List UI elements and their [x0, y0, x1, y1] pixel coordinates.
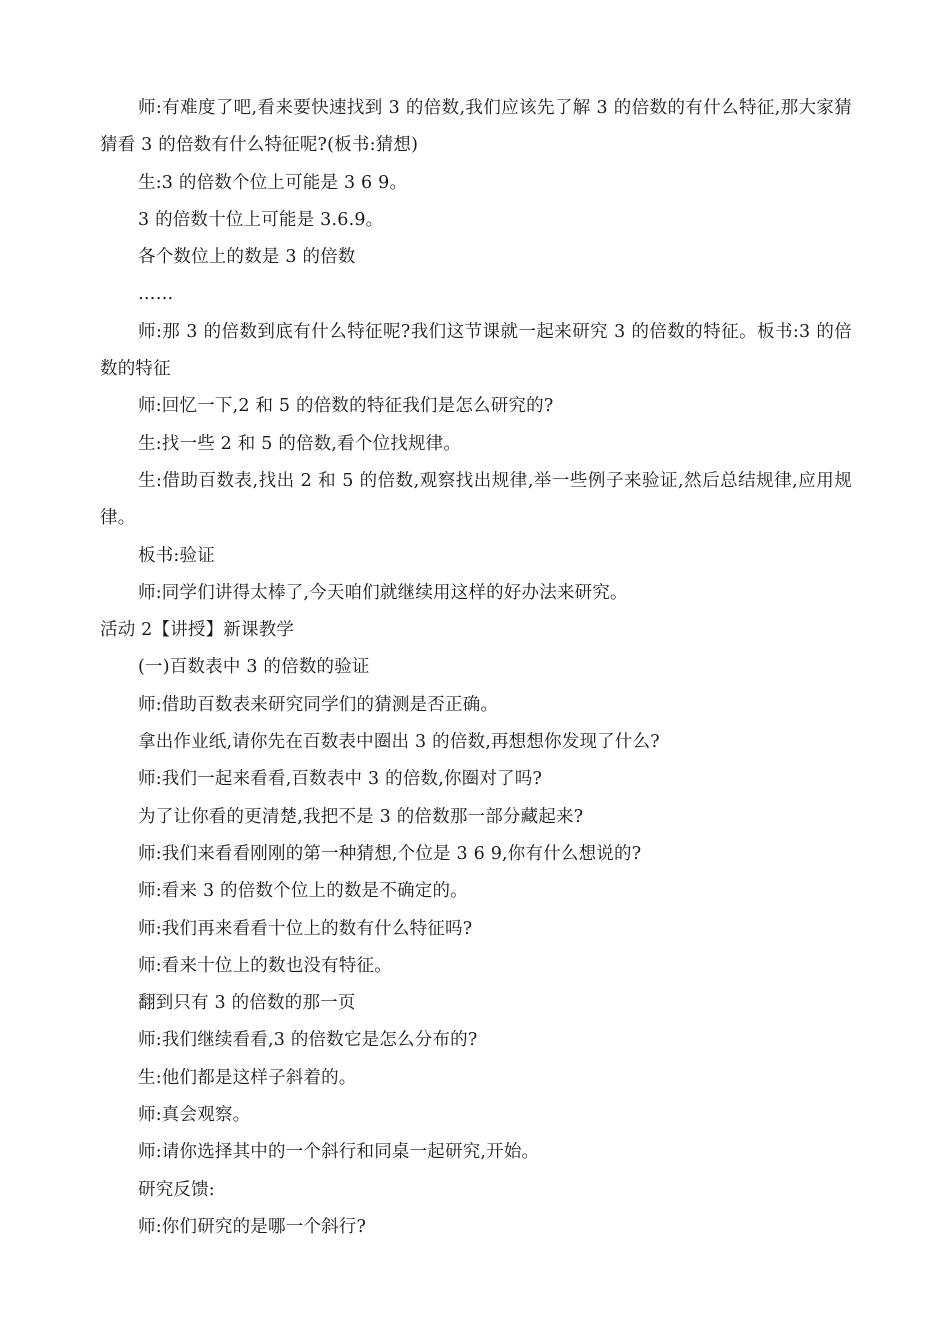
- paragraph: 师:同学们讲得太棒了,今天咱们就继续用这样的好办法来研究。: [138, 582, 628, 603]
- paragraph: 拿出作业纸,请你先在百数表中圈出 3 的倍数,再想想你发现了什么?: [138, 732, 660, 753]
- paragraph: 师:借助百数表来研究同学们的猜测是否正确。: [138, 694, 499, 715]
- paragraph: 各个数位上的数是 3 的倍数: [138, 247, 356, 268]
- paragraph: 师:回忆一下,2 和 5 的倍数的特征我们是怎么研究的?: [138, 396, 554, 417]
- paragraph: 为了让你看的更清楚,我把不是 3 的倍数那一部分藏起来?: [138, 806, 584, 827]
- paragraph: 生:借助百数表,找出 2 和 5 的倍数,观察找出规律,举一些例子来验证,然后总结规律,应用规律。: [100, 470, 852, 529]
- paragraph: 生:他们都是这样子斜着的。: [138, 1067, 357, 1088]
- paragraph: 师:看来 3 的倍数个位上的数是不确定的。: [138, 881, 468, 902]
- section-heading: 活动 2【讲授】新课教学: [100, 620, 295, 641]
- paragraph: 生:找一些 2 和 5 的倍数,看个位找规律。: [138, 433, 462, 454]
- ellipsis-line: ……: [138, 284, 174, 305]
- paragraph: 师:我们来看看刚刚的第一种猜想,个位是 3 6 9,你有什么想说的?: [138, 843, 642, 864]
- paragraph: 3 的倍数十位上可能是 3.6.9。: [138, 209, 384, 230]
- paragraph: 生:3 的倍数个位上可能是 3 6 9。: [138, 172, 408, 193]
- paragraph: 板书:验证: [138, 545, 215, 566]
- paragraph: 师:我们继续看看,3 的倍数它是怎么分布的?: [138, 1030, 478, 1051]
- paragraph: 师:你们研究的是哪一个斜行?: [138, 1216, 367, 1237]
- paragraph: 研究反馈:: [138, 1179, 215, 1200]
- paragraph: 师:那 3 的倍数到底有什么特征呢?我们这节课就一起来研究 3 的倍数的特征。板书:3 的倍数的特征: [100, 321, 852, 380]
- paragraph: 师:我们再来看看十位上的数有什么特征吗?: [138, 918, 473, 939]
- subsection-heading: (一)百数表中 3 的倍数的验证: [138, 657, 370, 678]
- paragraph: 师:真会观察。: [138, 1105, 251, 1126]
- paragraph: 师:我们一起来看看,百数表中 3 的倍数,你圈对了吗?: [138, 769, 543, 790]
- paragraph: 师:有难度了吧,看来要快速找到 3 的倍数,我们应该先了解 3 的倍数的有什么特征,那大家猜猜看 3 的倍数有什么特征呢?(板书:猜想): [100, 98, 852, 156]
- paragraph: 翻到只有 3 的倍数的那一页: [138, 993, 356, 1014]
- document-page: [100, 90, 852, 1246]
- paragraph: 师:请你选择其中的一个斜行和同桌一起研究,开始。: [138, 1142, 540, 1163]
- paragraph: 师:看来十位上的数也没有特征。: [138, 955, 392, 976]
